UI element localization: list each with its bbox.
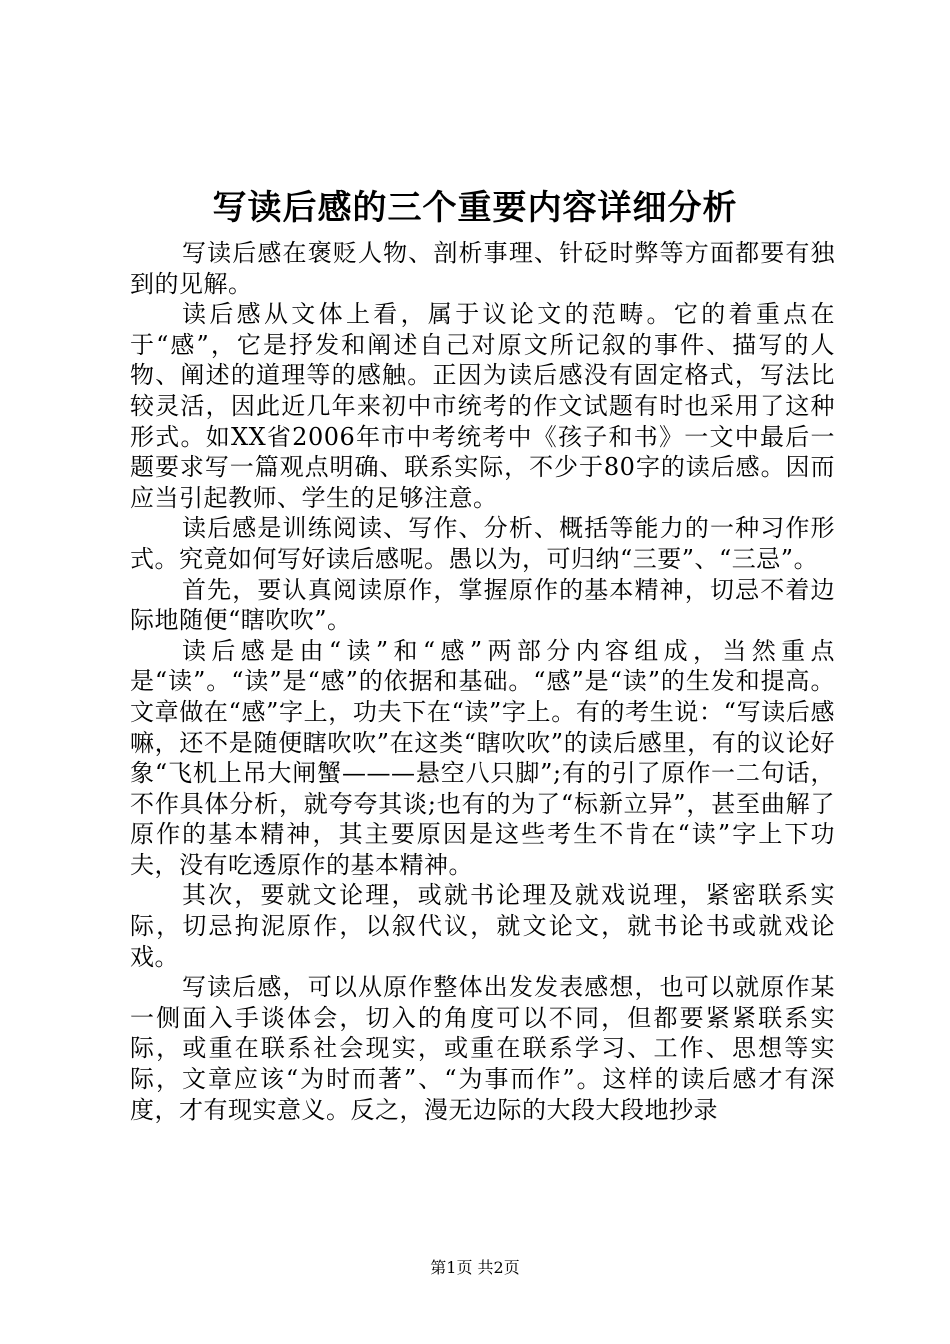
paragraph-2: 读后感从文体上看，属于议论文的范畴。它的着重点在于“感”，它是抒发和阐述自己对原文所记叙的事件、描写的人物、阐述的道理等的感触。正因为读后感没有固定格式，写法比较灵活，因此近几年来初中市统考的作文试题有时也采用了这种形式。如XX省2006年市中考统考中《孩子和书》一文中最后一题要求写一篇观点明确、联系实际，不少于80字的读后感。因而应当引起教师、学生的足够注意。 <box>130 300 835 512</box>
paragraph-7: 写读后感，可以从原作整体出发发表感想，也可以就原作某一侧面入手谈体会，切入的角度可以不同，但都要紧紧联系实际，或重在联系社会现实，或重在联系学习、工作、思想等实际，文章应该“为时而著”、“为事而作”。这样的读后感才有深度，才有现实意义。反之，漫无边际的大段大段地抄录 <box>130 973 835 1124</box>
document-title: 写读后感的三个重要内容详细分析 <box>212 188 738 228</box>
paragraph-1: 写读后感在褒贬人物、剖析事理、针砭时弊等方面都要有独到的见解。 <box>130 239 835 298</box>
paragraph-6: 其次，要就文论理，或就书论理及就戏说理，紧密联系实际，切忌拘泥原作，以叙代议，就文论文，就书论书或就戏论戏。 <box>130 881 835 971</box>
page-footer: 第1页 共2页 <box>430 1258 520 1277</box>
paragraph-3: 读后感是训练阅读、写作、分析、概括等能力的一种习作形式。究竟如何写好读后感呢。愚以为，可归纳“三要”、“三忌”。 <box>130 514 835 573</box>
document-body <box>130 238 835 1125</box>
paragraph-4: 首先，要认真阅读原作，掌握原作的基本精神，切忌不着边际地随便“瞎吹吹”。 <box>130 575 835 635</box>
paragraph-5: 读后感是由“读”和“感”两部分内容组成，当然重点是“读”。“读”是“感”的依据和基础。“感”是“读”的生发和提高。文章做在“感”字上，功夫下在“读”字上。有的考生说：“写读后感嘛，还不是随便瞎吹吹”在这类“瞎吹吹”的读后感里，有的议论好象“飞机上吊大闸蟹———悬空八只脚”;有的引了原作一二句话，不作具体分析，就夸夸其谈;也有的为了“标新立异”，甚至曲解了原作的基本精神，其主要原因是这些考生不肯在“读”字上下功夫，没有吃透原作的基本精神。 <box>130 636 835 879</box>
